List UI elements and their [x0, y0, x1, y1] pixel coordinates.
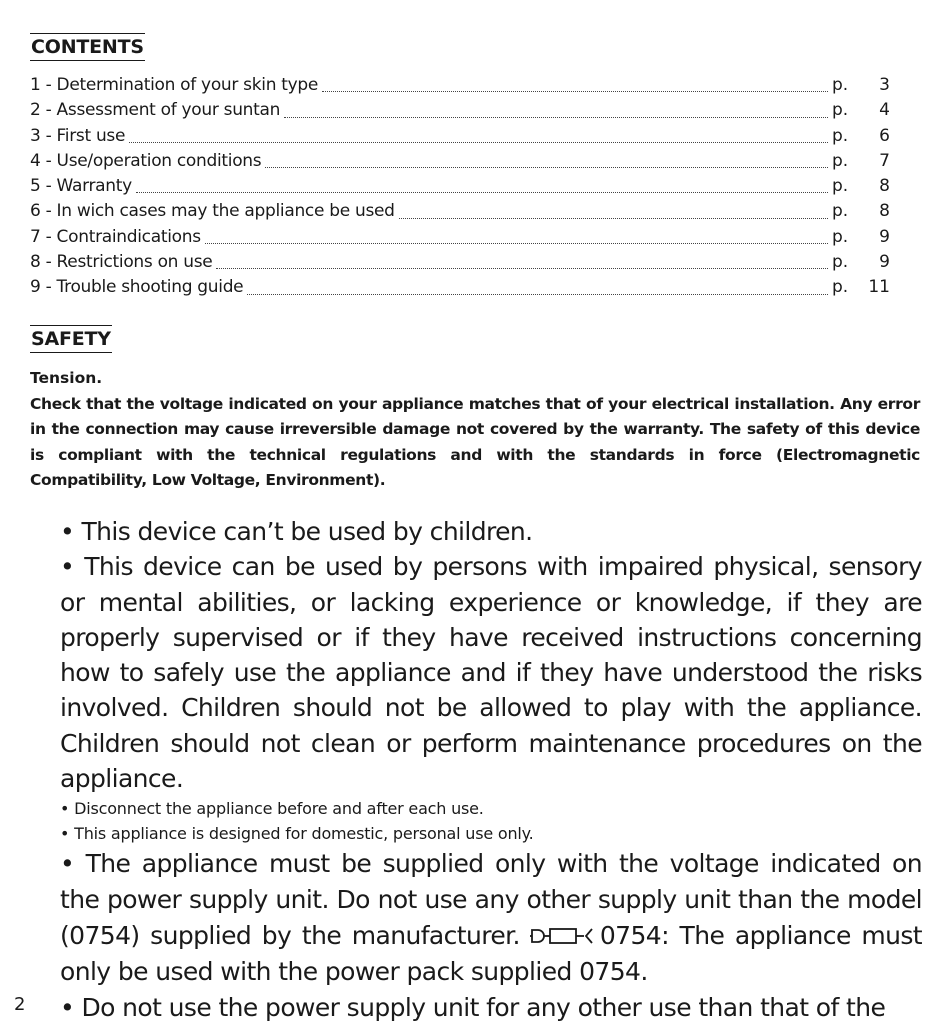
toc-leader-dots: [265, 166, 828, 168]
toc-leader-dots: [205, 242, 828, 244]
toc-page-number: 6: [879, 125, 890, 146]
bullet-voltage-text: • The appliance must be supplied only with the voltage indicated on the power supply unit. Do not use any other supply unit than the model (0754) supplied by the manufacturer.: [60, 849, 922, 951]
page-number: 2: [14, 994, 26, 1015]
toc-item-title: 5 - Warranty: [30, 176, 132, 197]
safety-heading: SAFETY: [30, 325, 112, 353]
toc-page-prefix: p.: [832, 176, 849, 197]
toc-item: [30, 100, 890, 125]
toc-page-number: 9: [879, 252, 890, 273]
toc-item-title: 1 - Determination of your skin type: [30, 75, 319, 95]
power-plug-icon: [530, 925, 596, 947]
table-of-contents: [30, 75, 890, 303]
toc-page-prefix: p.: [832, 277, 849, 298]
toc-page-prefix: p.: [832, 125, 849, 146]
toc-item: [30, 277, 890, 302]
tension-warning-text: Check that the voltage indicated on your appliance matches that of your electrical installation. Any error in the connection may cause irreversible damage not covered by the warranty. The safety of this device is compliant with the technical regulations and with the standards in force (Electromagnetic Compatibility, Low Voltage, Environment).: [30, 395, 920, 489]
bullet-children: • This device can’t be used by children.: [60, 517, 533, 546]
bullet-power-pack-text: 0754: The appliance must only be used with the power pack supplied 0754.: [60, 921, 922, 987]
toc-page-prefix: p.: [832, 150, 849, 171]
toc-leader-dots: [322, 90, 828, 92]
toc-leader-dots: [136, 191, 828, 193]
toc-page-number: 4: [879, 100, 890, 121]
toc-item: [30, 75, 890, 100]
toc-page-number: 11: [868, 277, 890, 298]
toc-item-title: 6 - In wich cases may the appliance be used: [30, 201, 395, 222]
toc-item-title: 3 - First use: [30, 125, 126, 146]
toc-page-prefix: p.: [832, 226, 849, 247]
toc-item: [30, 126, 890, 151]
toc-item: [30, 201, 890, 226]
toc-item-title: 4 - Use/operation conditions: [30, 150, 262, 171]
bullet-power-supply-use: • Do not use the power supply unit for any other use than that of the: [60, 993, 886, 1023]
bullet-impaired-persons: • This device can be used by persons with impaired physical, sensory or mental abilities, or lacking experience or knowledge, if they are properly supervised or if they have received instructions concerning how to safely use the appliance and if they have understood the risks involved. Children should not be allowed to play with the appliance. Children should not clean or perform maintenance procedures on the appliance.: [60, 552, 922, 794]
bullet-domestic-use: • This appliance is designed for domestic, personal use only.: [60, 824, 534, 844]
toc-item-title: 2 - Assessment of your suntan: [30, 100, 281, 121]
toc-leader-dots: [284, 116, 828, 118]
toc-leader-dots: [216, 267, 828, 269]
toc-page-number: 8: [879, 201, 890, 222]
toc-page-number: 9: [879, 226, 890, 247]
toc-page-number: 8: [879, 176, 890, 197]
toc-leader-dots: [129, 141, 828, 143]
tension-label: Tension.: [30, 369, 103, 387]
toc-leader-dots: [247, 293, 828, 295]
toc-page-prefix: p.: [832, 75, 849, 95]
toc-leader-dots: [399, 217, 828, 219]
bullet-voltage-supply: [60, 846, 922, 990]
bullet-disconnect: • Disconnect the appliance before and after each use.: [60, 799, 484, 819]
toc-page-prefix: p.: [832, 252, 849, 273]
toc-item: [30, 151, 890, 176]
toc-item-title: 7 - Contraindications: [30, 226, 201, 247]
toc-item: [30, 227, 890, 252]
toc-page-prefix: p.: [832, 100, 849, 121]
toc-page-prefix: p.: [832, 201, 849, 222]
toc-item-title: 8 - Restrictions on use: [30, 252, 213, 273]
safety-bullet-list: [60, 514, 922, 1026]
toc-page-number: 7: [879, 150, 890, 171]
contents-heading: CONTENTS: [30, 33, 145, 61]
toc-page-number: 3: [879, 75, 890, 95]
toc-item: [30, 176, 890, 201]
toc-item: [30, 252, 890, 277]
toc-item-title: 9 - Trouble shooting guide: [30, 277, 244, 298]
